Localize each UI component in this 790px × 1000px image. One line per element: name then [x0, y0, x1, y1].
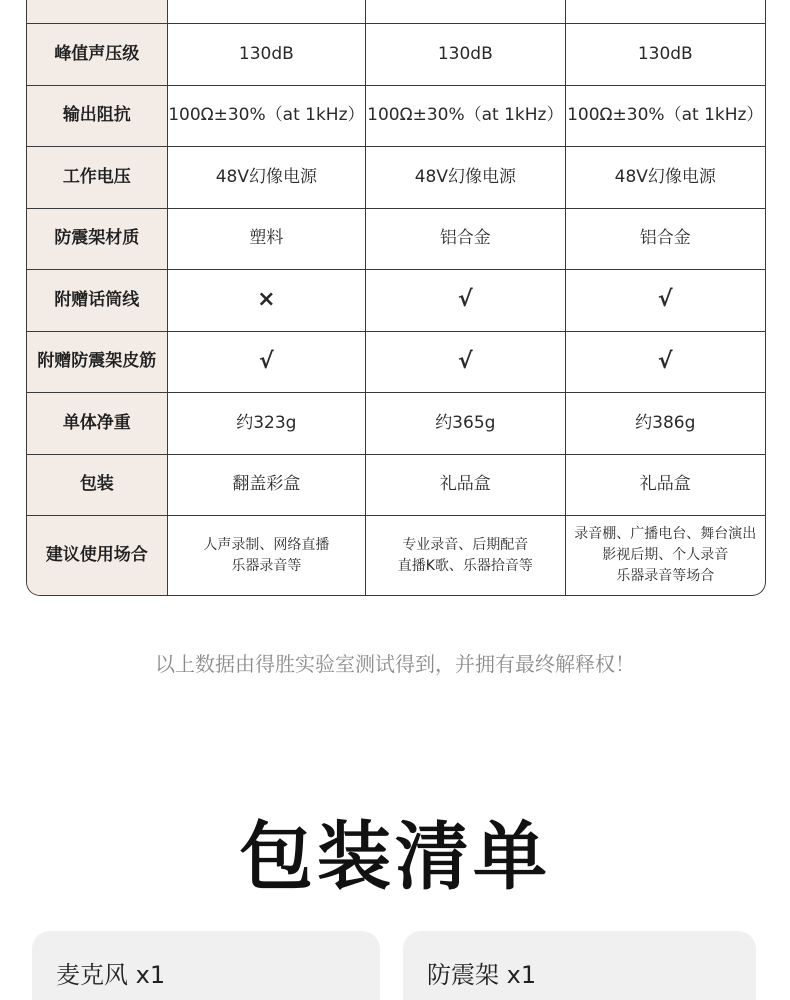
table-cell: 礼品盒: [565, 455, 765, 516]
table-cell: 48V幻像电源: [365, 147, 564, 208]
usage-line: 录音棚、广播电台、舞台演出: [574, 526, 757, 542]
table-cell: 48V幻像电源: [167, 147, 365, 208]
row-label: 峰值声压级: [27, 24, 167, 85]
cross-mark: ×: [167, 270, 365, 331]
table-cell: [565, 516, 765, 595]
table-row-shock-mount-material: [27, 208, 765, 270]
usage-line: 乐器录音等场合: [616, 568, 715, 584]
usage-line: 人声录制、网络直播: [203, 536, 330, 553]
table-row-voltage: [27, 146, 765, 208]
row-label: 防震架材质: [27, 209, 167, 270]
check-mark: √: [565, 332, 765, 393]
row-label: 包装: [27, 455, 167, 516]
table-cell: 100Ω±30%（at 1kHz）: [565, 86, 765, 147]
disclaimer-text: 以上数据由得胜实验室测试得到，并拥有最终解释权！: [155, 652, 635, 676]
table-cell: 130dB: [365, 24, 564, 85]
packing-item-card: [32, 931, 380, 1000]
check-mark: √: [365, 332, 564, 393]
table-cell: 48V幻像电源: [565, 147, 765, 208]
usage-line: 乐器录音等: [231, 557, 302, 574]
table-cell: 130dB: [565, 24, 765, 85]
table-row-packaging: [27, 454, 765, 516]
check-mark: √: [167, 332, 365, 393]
usage-line: 专业录音、后期配音: [402, 536, 529, 553]
table-cell: 约323g: [167, 393, 365, 454]
table-cell: 约386g: [565, 393, 765, 454]
table-cell: 130dB: [167, 24, 365, 85]
spec-table: [26, 0, 766, 596]
table-cell: 铝合金: [365, 209, 564, 270]
check-mark: √: [365, 270, 564, 331]
row-label: 附赠话筒线: [27, 270, 167, 331]
table-cell: 约365g: [365, 393, 564, 454]
table-cell: 塑料: [167, 209, 365, 270]
table-cell: [365, 516, 564, 595]
table-cell: 铝合金: [565, 209, 765, 270]
table-cell: 翻盖彩盒: [167, 455, 365, 516]
usage-line: 影视后期、个人录音: [602, 547, 729, 563]
packing-item-card: [403, 931, 756, 1000]
table-row-output-impedance: [27, 85, 765, 147]
packing-item-label: 麦克风 x1: [56, 961, 166, 989]
table-row-usage: [27, 515, 765, 595]
table-row: [27, 0, 765, 23]
row-label: 工作电压: [27, 147, 167, 208]
row-label: 输出阻抗: [27, 86, 167, 147]
packing-list-title: 包装清单: [239, 814, 551, 900]
table-cell: 礼品盒: [365, 455, 564, 516]
row-label: 附赠防震架皮筋: [27, 332, 167, 393]
check-mark: √: [565, 270, 765, 331]
table-row-net-weight: [27, 392, 765, 454]
row-label: 单体净重: [27, 393, 167, 454]
packing-item-label: 防震架 x1: [427, 961, 537, 989]
table-row-elastic-bands: [27, 331, 765, 393]
table-cell: [167, 516, 365, 595]
table-cell: 100Ω±30%（at 1kHz）: [365, 86, 564, 147]
usage-line: 直播K歌、乐器拾音等: [397, 557, 533, 574]
table-row-mic-cable: [27, 269, 765, 331]
table-row-peak-spl: [27, 23, 765, 85]
table-cell: 100Ω±30%（at 1kHz）: [167, 86, 365, 147]
row-label: 建议使用场合: [27, 516, 167, 595]
